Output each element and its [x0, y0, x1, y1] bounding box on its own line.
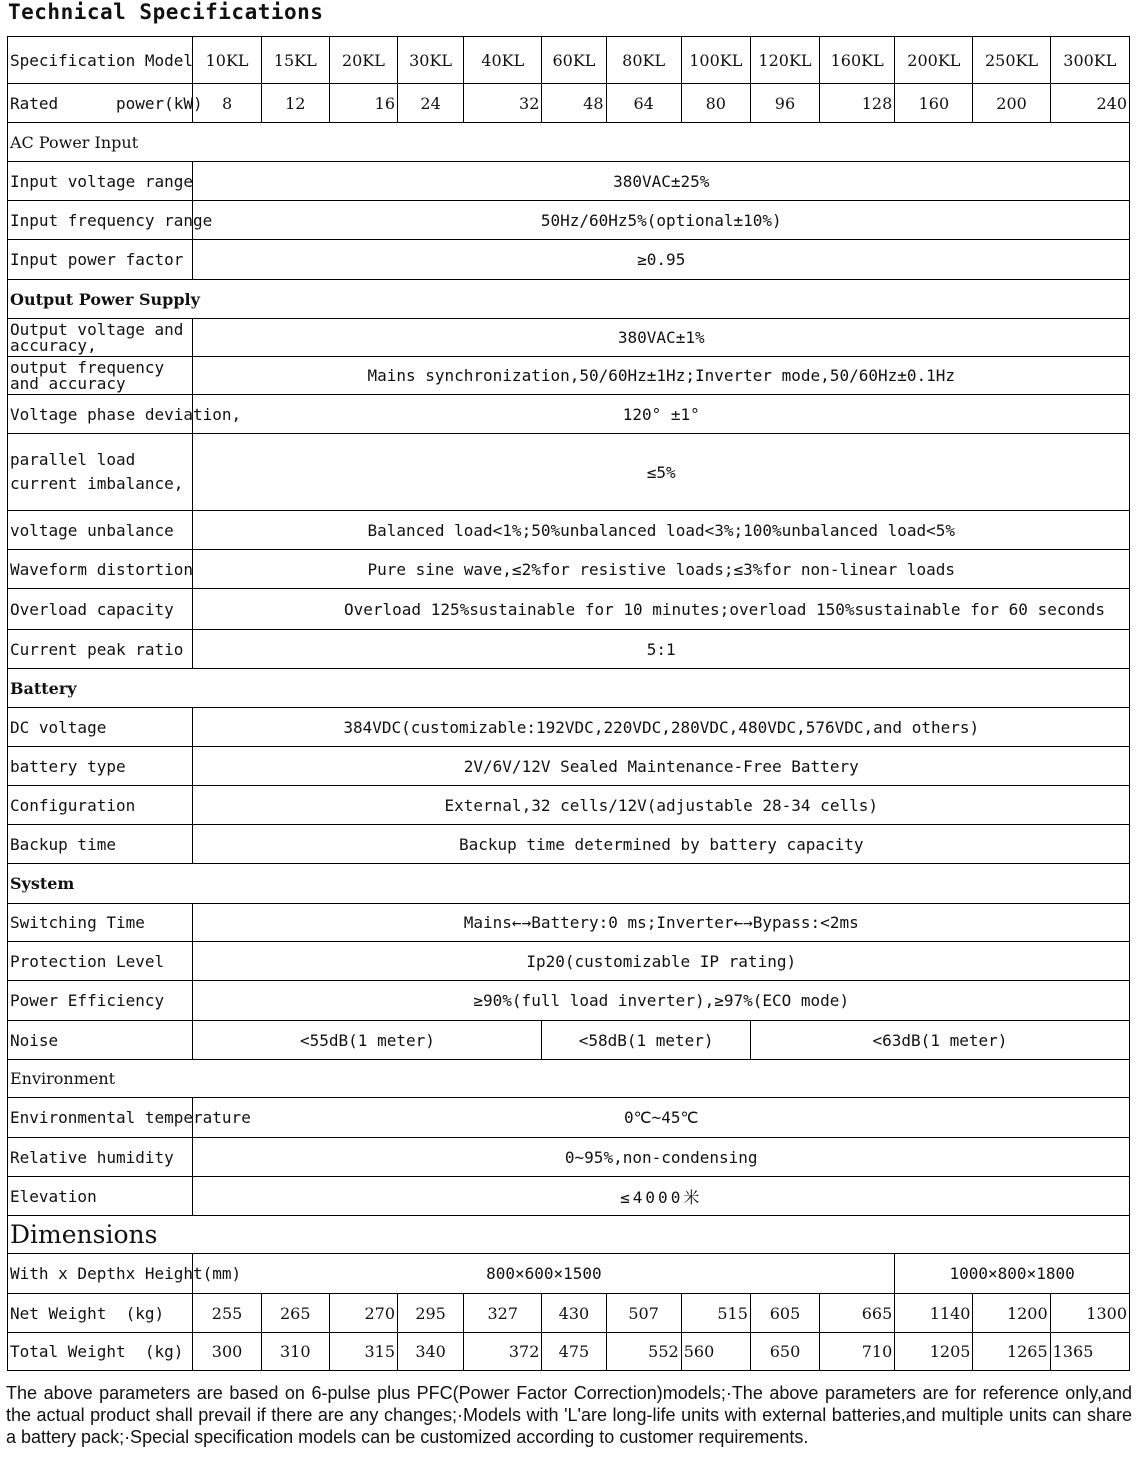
noise-row [8, 1021, 1130, 1060]
net-weight-cell: 265 [261, 1294, 329, 1333]
model-row [8, 37, 1130, 84]
spec-value: ≤4000米 [193, 1177, 1130, 1216]
spec-label: Waveform distortion [8, 550, 193, 589]
rated-power-cell: 16 [329, 84, 397, 123]
spec-value: 0℃~45℃ [193, 1098, 1130, 1138]
net-weight-cell: 295 [398, 1294, 464, 1333]
rated-power-cell: 48 [542, 84, 606, 123]
spec-row [8, 240, 1130, 280]
rated-power-cell: 12 [261, 84, 329, 123]
spec-label: Noise [8, 1021, 193, 1060]
spec-row [8, 786, 1130, 825]
net-weight-cell: 430 [542, 1294, 606, 1333]
spec-row [8, 201, 1130, 240]
spec-label: DC voltage [8, 708, 193, 747]
net-weight-cell: 327 [464, 1294, 542, 1333]
spec-value: 120° ±1° [193, 395, 1130, 434]
spec-row [8, 357, 1130, 395]
net-weight-cell: 515 [681, 1294, 750, 1333]
spec-value: ≥90%(full load inverter),≥97%(ECO mode) [193, 981, 1130, 1021]
spec-label: Power Efficiency [8, 981, 193, 1021]
spec-value: Mains synchronization,50/60Hz±1Hz;Inverter mode,50/60Hz±0.1Hz [193, 357, 1130, 395]
spec-value: ≤5% [193, 434, 1130, 511]
model-cell: 120KL [750, 37, 819, 84]
total-weight-cell: 310 [261, 1333, 329, 1371]
model-cell: 20KL [329, 37, 397, 84]
spec-label: With x Depthx Height(mm) [8, 1254, 193, 1294]
spec-value: 380VAC±25% [193, 162, 1130, 201]
spec-value: External,32 cells/12V(adjustable 28-34 cells) [193, 786, 1130, 825]
model-cell: 60KL [542, 37, 606, 84]
rated-power-row [8, 84, 1130, 123]
spec-label: Configuration [8, 786, 193, 825]
section-heading: System [8, 864, 1130, 904]
spec-row [8, 395, 1130, 434]
net-weight-cell: 507 [606, 1294, 681, 1333]
section-row [8, 280, 1130, 319]
rated-power-cell: 24 [398, 84, 464, 123]
noise-value: <63dB(1 meter) [750, 1021, 1129, 1060]
spec-row [8, 825, 1130, 864]
spec-value: Backup time determined by battery capacity [193, 825, 1130, 864]
rated-power-label: Rated power(kW) [8, 84, 193, 123]
section-row [8, 669, 1130, 708]
net-weight-cell: 1300 [1050, 1294, 1129, 1333]
net-weight-row [8, 1294, 1130, 1333]
model-cell: 30KL [398, 37, 464, 84]
spec-label: output frequency and accuracy [8, 357, 193, 395]
spec-label: Input frequency range [8, 201, 193, 240]
spec-label: battery type [8, 747, 193, 786]
spec-label: Output voltage and accuracy, [8, 319, 193, 357]
spec-row [8, 981, 1130, 1021]
total-weight-cell: 552 [606, 1333, 681, 1371]
model-cell: 300KL [1050, 37, 1129, 84]
spec-value: 50Hz/60Hz5%(optional±10%) [193, 201, 1130, 240]
page-title: Technical Specifications [8, 0, 324, 24]
spec-label: Elevation [8, 1177, 193, 1216]
net-weight-cell: 255 [193, 1294, 261, 1333]
model-cell: 15KL [261, 37, 329, 84]
section-heading: Dimensions [8, 1216, 1130, 1254]
model-cell: 80KL [606, 37, 681, 84]
spec-row [8, 904, 1130, 942]
spec-value: Pure sine wave,≤2%for resistive loads;≤3%for non-linear loads [193, 550, 1130, 589]
model-cell: 10KL [193, 37, 261, 84]
noise-value: <55dB(1 meter) [193, 1021, 542, 1060]
section-heading: Battery [8, 669, 1130, 708]
spec-label: Total Weight (kg) [8, 1333, 193, 1371]
spec-label: Switching Time [8, 904, 193, 942]
footnote: The above parameters are based on 6-pulse plus PFC(Power Factor Correction)models;·The above parameters are for reference only,and the actual product shall prevail if there are any changes;·Models with 'L'are long-life units with external batteries,and multiple units can share a battery pack;·Special specification models can be customized according to customer requirements. [6, 1383, 1132, 1447]
spec-row [8, 319, 1130, 357]
dimension-value: 800×600×1500 [193, 1254, 895, 1294]
spec-row [8, 550, 1130, 589]
model-cell: 200KL [895, 37, 973, 84]
model-cell: 40KL [464, 37, 542, 84]
section-heading: Environment [8, 1060, 1130, 1098]
net-weight-cell: 1200 [973, 1294, 1050, 1333]
model-cell: 250KL [973, 37, 1050, 84]
spec-value: ≥0.95 [193, 240, 1130, 280]
total-weight-cell: 300 [193, 1333, 261, 1371]
dimension-value: 1000×800×1800 [895, 1254, 1130, 1294]
total-weight-cell: 710 [820, 1333, 895, 1371]
total-weight-cell: 1205 [895, 1333, 973, 1371]
spec-value: Balanced load<1%;50%unbalanced load<3%;100%unbalanced load<5% [193, 511, 1130, 550]
spec-row [8, 434, 1130, 511]
total-weight-cell: 372 [464, 1333, 542, 1371]
dimensions-row [8, 1254, 1130, 1294]
spec-label: Protection Level [8, 942, 193, 981]
total-weight-cell: 315 [329, 1333, 397, 1371]
rated-power-cell: 64 [606, 84, 681, 123]
spec-row [8, 1138, 1130, 1177]
spec-label: Environmental temperature [8, 1098, 193, 1138]
rated-power-cell: 200 [973, 84, 1050, 123]
net-weight-cell: 665 [820, 1294, 895, 1333]
section-row [8, 1060, 1130, 1098]
spec-value: 5:1 [193, 630, 1130, 669]
total-weight-cell: 560 [681, 1333, 750, 1371]
total-weight-cell: 340 [398, 1333, 464, 1371]
rated-power-cell: 128 [820, 84, 895, 123]
spec-row [8, 747, 1130, 786]
total-weight-cell: 475 [542, 1333, 606, 1371]
rated-power-cell: 160 [895, 84, 973, 123]
spec-label: Voltage phase deviation, [8, 395, 193, 434]
spec-value: 380VAC±1% [193, 319, 1130, 357]
spec-value: Overload 125%sustainable for 10 minutes;overload 150%sustainable for 60 seconds [193, 589, 1130, 630]
spec-row [8, 630, 1130, 669]
total-weight-cell: 650 [750, 1333, 819, 1371]
spec-value: 2V/6V/12V Sealed Maintenance-Free Battery [193, 747, 1130, 786]
section-row [8, 123, 1130, 162]
net-weight-cell: 605 [750, 1294, 819, 1333]
spec-row [8, 162, 1130, 201]
section-row [8, 1216, 1130, 1254]
rated-power-cell: 80 [681, 84, 750, 123]
spec-label: voltage unbalance [8, 511, 193, 550]
spec-row [8, 589, 1130, 630]
noise-value: <58dB(1 meter) [542, 1021, 751, 1060]
rated-power-cell: 96 [750, 84, 819, 123]
spec-label: Net Weight (kg) [8, 1294, 193, 1333]
spec-row [8, 1177, 1130, 1216]
section-heading: AC Power Input [8, 123, 1130, 162]
rated-power-cell: 8 [193, 84, 261, 123]
total-weight-row [8, 1333, 1130, 1371]
spec-label: parallel load current imbalance, [8, 434, 193, 511]
spec-value: Ip20(customizable IP rating) [193, 942, 1130, 981]
spec-row [8, 942, 1130, 981]
net-weight-cell: 270 [329, 1294, 397, 1333]
net-weight-cell: 1140 [895, 1294, 973, 1333]
spec-table [7, 36, 1130, 1371]
total-weight-cell: 1265 [973, 1333, 1050, 1371]
rated-power-cell: 240 [1050, 84, 1129, 123]
spec-label: Current peak ratio [8, 630, 193, 669]
spec-label: Relative humidity [8, 1138, 193, 1177]
spec-label: Input voltage range [8, 162, 193, 201]
model-cell: 160KL [820, 37, 895, 84]
spec-row [8, 1098, 1130, 1138]
spec-row [8, 511, 1130, 550]
spec-row [8, 708, 1130, 747]
section-heading: Output Power Supply [8, 280, 1130, 319]
rated-power-cell: 32 [464, 84, 542, 123]
spec-label: Overload capacity [8, 589, 193, 630]
spec-label: Input power factor [8, 240, 193, 280]
total-weight-cell: 1365 [1050, 1333, 1129, 1371]
model-header-label: Specification Model [8, 37, 193, 84]
spec-value: 0~95%,non-condensing [193, 1138, 1130, 1177]
model-cell: 100KL [681, 37, 750, 84]
spec-value: Mains←→Battery:0 ms;Inverter←→Bypass:<2ms [193, 904, 1130, 942]
spec-value: 384VDC(customizable:192VDC,220VDC,280VDC,480VDC,576VDC,and others) [193, 708, 1130, 747]
section-row [8, 864, 1130, 904]
spec-label: Backup time [8, 825, 193, 864]
